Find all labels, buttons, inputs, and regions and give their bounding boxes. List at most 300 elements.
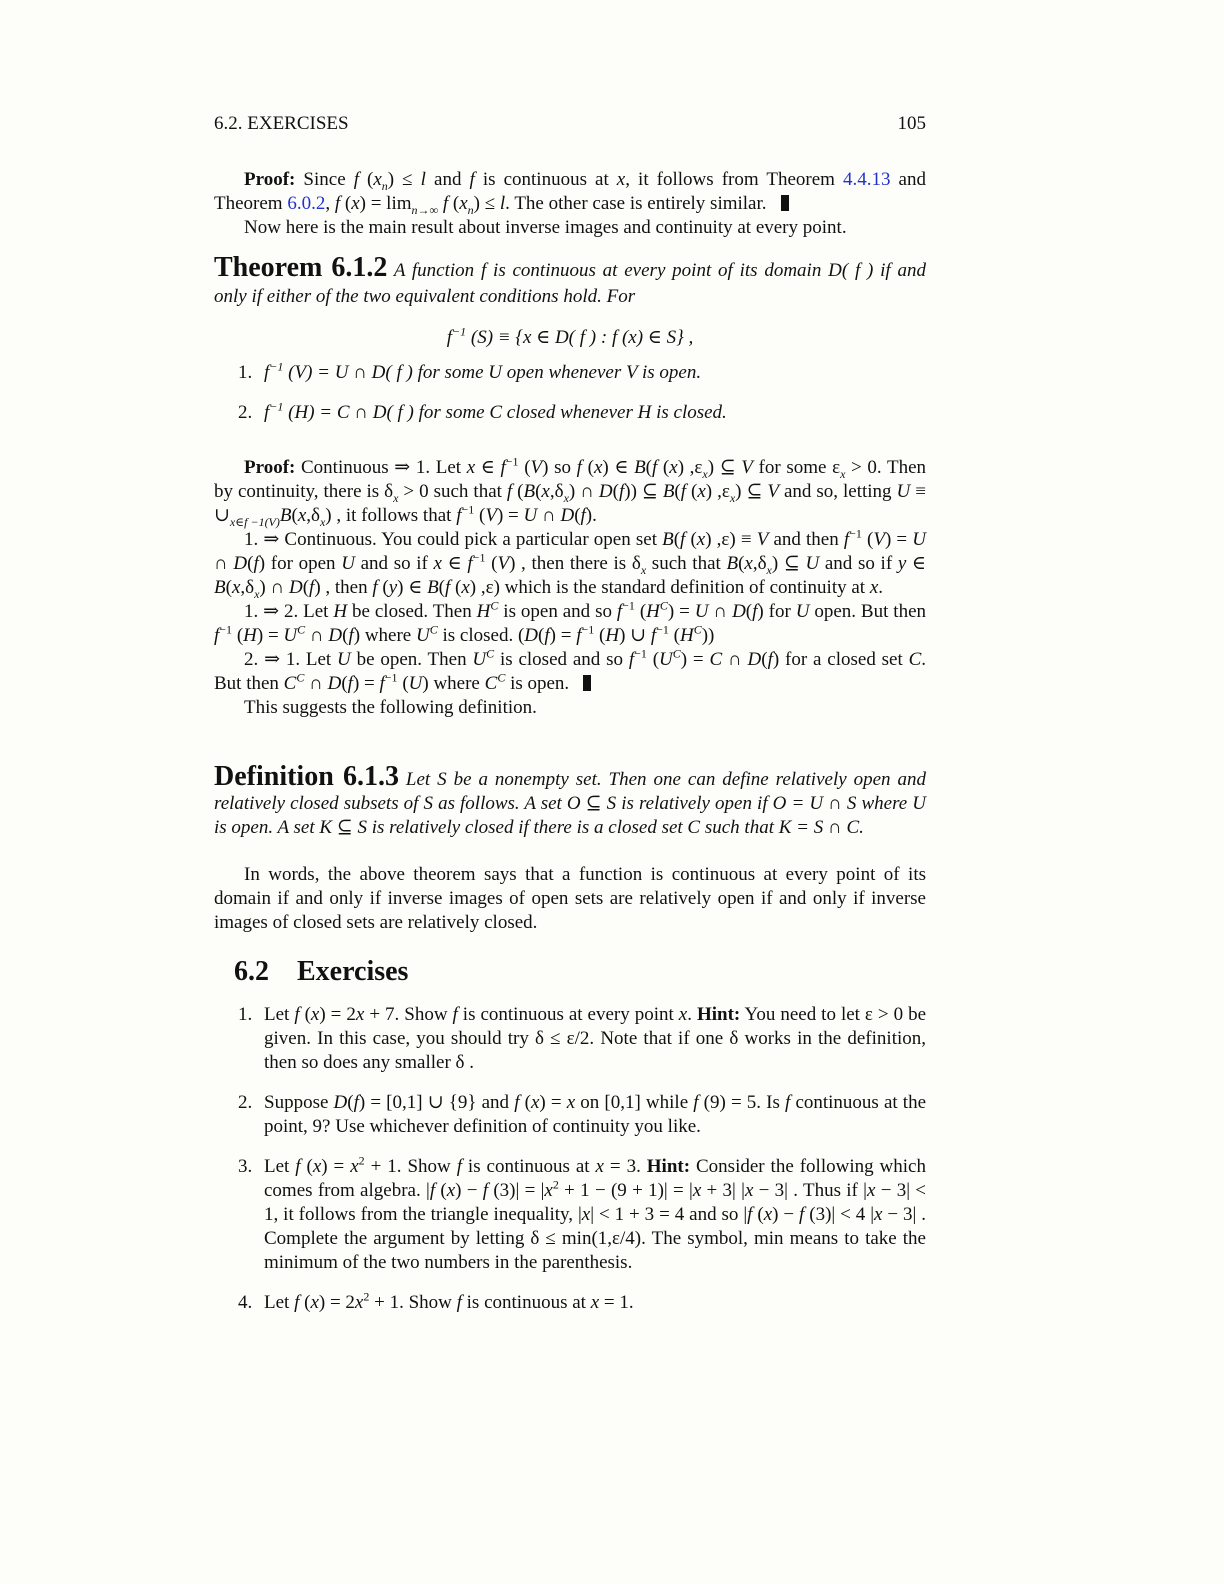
text-segment: Continuous ⇒ 1. Let — [295, 457, 467, 478]
text-segment: B — [427, 577, 439, 598]
text-segment: ( — [657, 457, 670, 478]
text-segment: V — [767, 481, 779, 502]
item-text — [264, 1004, 926, 1073]
text-segment: B — [662, 481, 675, 502]
text-segment: ( — [232, 625, 244, 646]
text-segment: ,δ — [306, 505, 320, 526]
running-head — [214, 113, 926, 135]
text-segment: V — [873, 529, 885, 550]
text-segment: ) − — [772, 1204, 800, 1225]
text-segment: f — [446, 327, 453, 348]
text-segment: x — [595, 1156, 604, 1177]
text-segment: B — [726, 553, 739, 574]
running-head-section: 6.2. EXERCISES — [214, 113, 349, 134]
text-segment: ∩ — [304, 673, 328, 694]
text-segment: + 1. Show — [369, 1292, 457, 1313]
suggest-line: This suggests the following definition. — [244, 697, 537, 718]
definition-6-1-3 — [214, 761, 926, 840]
item-text — [264, 1092, 926, 1137]
text-segment: f — [767, 649, 773, 670]
text-segment: x — [544, 1180, 553, 1201]
text-segment: Proof: — [244, 457, 296, 478]
text-segment: f — [580, 505, 586, 526]
text-segment: −1 — [581, 622, 595, 637]
text-segment: ) ⊆ — [735, 481, 768, 502]
text-segment: ∩ — [708, 601, 733, 622]
text-segment: U — [659, 649, 673, 670]
text-segment: ) where — [353, 625, 416, 646]
text-segment: x — [433, 553, 442, 574]
text-segment: (H) = C ∩ D( f ) for some C closed whenever H is closed. — [283, 402, 727, 423]
text-segment: ( — [673, 529, 681, 550]
text-segment: ) where — [422, 673, 485, 694]
text-segment: x — [310, 1292, 319, 1313]
text-segment: x — [297, 505, 307, 526]
text-segment: and so if — [354, 553, 434, 574]
text-segment: x — [869, 577, 879, 598]
item-text — [264, 1289, 634, 1313]
section-number: 6.2 — [234, 956, 269, 987]
text-segment: U — [472, 649, 487, 670]
qed-symbol — [583, 675, 591, 691]
text-segment: U — [795, 601, 810, 622]
cross-reference-link[interactable]: 6.0.2 — [287, 193, 326, 214]
text-segment: + 3| | — [701, 1180, 745, 1201]
item-number: 1. — [238, 362, 253, 383]
text-segment: D — [333, 1092, 348, 1113]
text-segment: ( — [300, 1156, 313, 1177]
cross-reference-link[interactable]: 4.4.13 — [843, 169, 891, 190]
text-segment: ) ,ε — [677, 457, 703, 478]
proof-theorem-block — [214, 456, 926, 720]
section-heading — [214, 956, 926, 988]
text-segment: V — [485, 505, 497, 526]
theorem-6-1-2 — [214, 252, 926, 441]
text-segment: U — [408, 673, 423, 694]
text-segment: ) − — [455, 1180, 483, 1201]
text-segment: f — [544, 625, 550, 646]
text-segment: n — [381, 178, 388, 193]
text-segment: −1 — [269, 399, 284, 414]
text-segment: ( — [646, 649, 660, 670]
text-segment: x∈f −1(V) — [229, 514, 280, 529]
text-segment: ) = [0,1] ∪ {9} and — [358, 1092, 515, 1113]
text-segment: x — [593, 457, 603, 478]
text-segment: (3)| = | — [488, 1180, 545, 1201]
text-segment: ( — [574, 505, 581, 526]
text-segment: C — [659, 598, 668, 613]
text-segment: f — [456, 1156, 462, 1177]
text-segment: ( — [674, 481, 681, 502]
text-segment: −1 — [472, 550, 486, 565]
text-segment: is open and so — [498, 601, 617, 622]
text-segment: )) ⊆ — [624, 481, 663, 502]
item-number: 2. — [238, 1092, 253, 1113]
text-segment: U — [523, 505, 538, 526]
text-segment: −1 — [384, 670, 398, 685]
item-number: 2. — [238, 402, 253, 423]
text-segment: x — [866, 1180, 876, 1201]
text-segment: is open. — [505, 673, 570, 694]
text-segment: U — [694, 601, 709, 622]
text-segment: n — [467, 202, 474, 217]
text-segment: ) = — [496, 505, 524, 526]
text-segment: x — [541, 481, 550, 502]
text-segment: ( — [299, 1004, 311, 1025]
text-segment: x — [766, 562, 772, 577]
text-segment: Let — [264, 1292, 295, 1313]
list-item — [214, 401, 926, 425]
text-segment: x — [231, 577, 241, 598]
text-segment: f — [347, 673, 353, 694]
text-segment: = 1. — [599, 1292, 634, 1313]
text-segment: and then — [768, 529, 844, 550]
text-segment: . — [687, 1004, 697, 1025]
list-item — [214, 1003, 926, 1075]
text-segment: f — [429, 1180, 436, 1201]
text-segment: f — [309, 577, 315, 598]
text-segment: B — [662, 529, 674, 550]
text-segment: ) ⊆ — [771, 553, 806, 574]
text-segment: ,δ — [752, 553, 767, 574]
theorem-label: Theorem 6.1.2 — [214, 252, 388, 283]
text-segment: and Theorem — [214, 169, 926, 214]
text-segment: is continuous at — [461, 1292, 591, 1313]
text-segment: f — [264, 362, 270, 383]
proof-para-1 — [214, 456, 926, 528]
text-segment: ( — [861, 529, 874, 550]
text-segment: f — [843, 529, 850, 550]
text-segment: D — [560, 505, 575, 526]
page-number: 105 — [897, 113, 926, 134]
text-segment: ( — [342, 625, 349, 646]
text-segment: U — [912, 529, 926, 550]
text-segment: ( — [341, 673, 348, 694]
text-segment: ) for a closed set — [772, 649, 909, 670]
proof-para-2 — [214, 528, 926, 600]
text-segment: ( — [535, 481, 542, 502]
text-segment: is continuous at every point — [457, 1004, 679, 1025]
text-segment: −1 — [505, 454, 519, 469]
text-segment: Let — [264, 1004, 295, 1025]
text-segment: ( — [302, 577, 310, 598]
text-segment: x — [763, 1204, 773, 1225]
text-segment: f — [506, 481, 513, 502]
text-segment: f — [785, 1092, 791, 1113]
text-segment: ( — [474, 505, 486, 526]
text-segment: x — [350, 1156, 359, 1177]
text-segment: ) so — [542, 457, 577, 478]
text-segment: + 1 − (9 + 1)| = | — [558, 1180, 693, 1201]
text-segment: ) = lim — [359, 193, 412, 214]
proof-para-4-text — [214, 646, 927, 694]
text-segment: ) = 2 — [318, 1292, 355, 1313]
text-segment: x — [254, 586, 260, 601]
text-segment: ) ≤ — [387, 169, 421, 190]
text-segment: . — [878, 577, 884, 598]
text-segment: and so if — [819, 553, 898, 574]
text-segment: U — [416, 625, 430, 646]
text-segment: f — [467, 553, 473, 574]
text-segment: ( — [519, 1092, 531, 1113]
text-segment: x — [729, 490, 736, 505]
text-segment: D — [233, 553, 248, 574]
text-segment: x — [590, 1292, 600, 1313]
text-segment: C — [709, 649, 723, 670]
text-segment: Hint: — [646, 1156, 691, 1177]
text-segment: f — [693, 1092, 699, 1113]
text-segment: H — [333, 601, 348, 622]
text-segment: f — [618, 481, 625, 502]
text-segment: ( — [645, 457, 652, 478]
text-segment: x — [702, 466, 708, 481]
text-segment: n→∞ — [411, 202, 439, 217]
text-segment: f — [680, 481, 687, 502]
text-segment: D — [288, 577, 303, 598]
text-segment: f — [514, 1092, 520, 1113]
text-segment: > 0 such that — [398, 481, 507, 502]
intro-line: Now here is the main result about inverse images and continuity at every point. — [244, 217, 847, 238]
text-segment: ). — [585, 505, 597, 526]
text-segment: B — [214, 577, 226, 598]
text-segment: and — [425, 169, 470, 190]
text-segment: be open. Then — [350, 649, 473, 670]
text-segment: ( — [358, 169, 374, 190]
text-segment: ) ∈ — [602, 457, 635, 478]
text-segment: x — [566, 1092, 576, 1113]
text-segment: = 3. — [603, 1156, 647, 1177]
text-segment: ( — [612, 481, 619, 502]
text-segment: ( — [299, 1292, 311, 1313]
list-item — [214, 1291, 926, 1315]
text-segment: such that — [646, 553, 727, 574]
text-segment: ) ∪ — [619, 625, 651, 646]
text-segment: is continuous at — [474, 169, 617, 190]
text-segment: f — [294, 1004, 300, 1025]
text-segment: on [0,1] while — [575, 1092, 694, 1113]
text-segment: C — [693, 622, 702, 637]
text-segment: f — [295, 1156, 301, 1177]
text-segment: > 0. Then by continuity, there is δ — [214, 457, 927, 502]
text-segment: f — [452, 1004, 458, 1025]
text-segment: x — [393, 490, 399, 505]
text-segment: is continuous at — [461, 1156, 596, 1177]
text-segment: f — [456, 1292, 462, 1313]
text-segment: ( — [668, 625, 680, 646]
text-segment: x — [581, 1204, 591, 1225]
text-segment: f — [628, 649, 635, 670]
text-segment: x — [874, 1204, 883, 1225]
text-segment: A function f is continuous at every point of its domain D( f ) if and only if either of the two equivalent conditions hold. For — [214, 260, 926, 307]
text-segment: (9) = 5. Is — [698, 1092, 786, 1113]
text-segment: 2. ⇒ 1. Let — [244, 649, 338, 670]
text-segment: C — [429, 622, 438, 637]
text-segment: l — [499, 193, 506, 214]
summary-paragraph: In words, the above theorem says that a function is continuous at every point of its domain if and only if inverse images of open sets are relatively open if and only if inverse images of closed sets are relatively closed. — [214, 864, 926, 933]
text-segment: x — [530, 1092, 540, 1113]
text-segment: Hint: — [696, 1004, 741, 1025]
text-segment: ( — [594, 625, 606, 646]
text-segment: ( — [685, 529, 697, 550]
text-segment: − 3| < 1, it follows from the triangle inequality, | — [264, 1180, 927, 1225]
item-number: 4. — [238, 1292, 253, 1313]
proof-para-4 — [214, 648, 926, 696]
text-segment: ∈ — [906, 553, 927, 574]
text-segment: f — [353, 1092, 359, 1113]
text-segment: ) , then — [314, 577, 373, 598]
text-segment: ) , then there is δ — [509, 553, 641, 574]
text-segment: f — [348, 625, 354, 646]
text-segment: ) ,ε) which is the standard definition of continuity at — [469, 577, 870, 598]
text-segment: . But then — [214, 649, 927, 694]
text-segment: C — [297, 622, 306, 637]
text-segment: V — [756, 529, 769, 550]
text-segment: x — [319, 514, 326, 529]
text-segment: B — [523, 481, 536, 502]
text-segment: − 3| . Thus if | — [753, 1180, 867, 1201]
text-segment: ) = — [256, 625, 284, 646]
text-segment: x — [354, 1292, 364, 1313]
text-segment: Let — [264, 1156, 296, 1177]
text-segment: y — [388, 577, 398, 598]
text-segment: f — [372, 577, 378, 598]
text-segment: , it follows from Theorem — [625, 169, 843, 190]
text-segment: f — [445, 577, 451, 598]
text-segment: f — [680, 529, 686, 550]
text-segment: D — [524, 625, 539, 646]
text-segment: f — [500, 457, 506, 478]
text-segment: ( — [512, 481, 524, 502]
text-segment: x — [461, 577, 470, 598]
text-segment: ) = — [352, 673, 380, 694]
text-segment: Consider the following which comes from algebra. | — [264, 1156, 926, 1201]
text-segment: + 1. Show — [364, 1156, 457, 1177]
text-segment: C — [296, 670, 305, 685]
text-segment: ) ≤ — [473, 193, 500, 214]
text-segment: x — [310, 1004, 320, 1025]
text-segment: ( — [752, 1204, 764, 1225]
text-segment: ( — [377, 577, 389, 598]
text-segment: H — [646, 601, 660, 622]
text-segment: y — [897, 553, 907, 574]
text-segment: H — [679, 625, 694, 646]
text-segment: V — [530, 457, 543, 478]
text-segment: ( — [438, 577, 445, 598]
text-segment: 1. ⇒ Continuous. You could pick a particular open set — [244, 529, 663, 550]
text-segment: ) = — [884, 529, 913, 550]
text-segment: x — [312, 1156, 322, 1177]
text-segment: C — [486, 646, 495, 661]
definition-label: Definition 6.1.3 — [214, 761, 399, 792]
text-segment: + 7. Show — [364, 1004, 453, 1025]
item-number: 3. — [238, 1156, 253, 1177]
text-segment: ) ⊆ — [707, 457, 742, 478]
text-segment: )) — [701, 625, 715, 646]
list-item — [214, 1155, 926, 1275]
text-segment: ) = — [539, 1092, 567, 1113]
text-segment: D — [328, 625, 343, 646]
text-segment: V — [741, 457, 753, 478]
item-text — [264, 359, 702, 383]
text-segment: ∩ — [722, 649, 748, 670]
text-segment: ) = — [680, 649, 710, 670]
text-segment: x — [744, 553, 753, 574]
text-segment: −1 — [849, 526, 862, 541]
text-segment: −1 — [622, 598, 635, 613]
text-segment: ,δ — [549, 481, 564, 502]
text-segment: ) ,ε) ≡ — [705, 529, 757, 550]
text-segment: −1 — [461, 502, 475, 517]
text-segment: x — [692, 1180, 702, 1201]
text-segment: x — [563, 490, 569, 505]
proof-limit — [214, 168, 926, 216]
text-segment: ) ∩ — [259, 577, 289, 598]
text-segment: l — [420, 169, 426, 190]
text-segment: C — [490, 598, 499, 613]
text-segment: −1 — [452, 324, 467, 339]
text-segment: D — [732, 601, 746, 622]
text-segment: f — [253, 553, 259, 574]
text-segment: 2 — [552, 1177, 559, 1192]
text-segment: U — [283, 625, 298, 646]
text-segment: x — [697, 481, 706, 502]
text-segment: f — [334, 193, 341, 214]
text-segment: x — [355, 1004, 365, 1025]
text-segment: ( — [448, 193, 460, 214]
text-segment: C — [908, 649, 922, 670]
text-segment: C — [672, 646, 681, 661]
text-segment: H — [605, 625, 620, 646]
text-segment: f — [747, 1204, 753, 1225]
text-segment: (3)| < 4 | — [804, 1204, 874, 1225]
text-segment: f — [652, 457, 658, 478]
text-segment: open. But then — [809, 601, 927, 622]
text-segment: 2 — [358, 1153, 365, 1168]
exercises-block — [214, 1003, 926, 1331]
text-segment: 1. ⇒ 2. Let — [244, 601, 334, 622]
text-segment: f — [379, 673, 385, 694]
text-segment: f — [442, 193, 449, 214]
text-segment: ) , it follows that — [325, 505, 457, 526]
text-segment: C — [484, 673, 498, 694]
text-segment: and so, letting — [778, 481, 897, 502]
text-segment: . The other case is entirely similar. — [505, 193, 767, 214]
text-segment: ( — [745, 601, 753, 622]
text-segment: ∩ — [214, 553, 234, 574]
item-text — [264, 399, 727, 423]
text-segment: f — [616, 601, 623, 622]
text-segment: f — [294, 1292, 300, 1313]
text-segment: , — [325, 193, 335, 214]
text-segment: x — [351, 193, 360, 214]
text-segment: x — [446, 1180, 456, 1201]
text-segment: ) ∈ — [397, 577, 428, 598]
text-segment: x — [616, 169, 626, 190]
text-segment: (S) ≡ {x ∈ D( f ) : f (x) ∈ S} , — [466, 327, 694, 348]
exercise-list — [214, 1003, 926, 1315]
text-segment: continuous at the point, 9? Use whichever definition of continuity you like. — [264, 1092, 927, 1137]
text-segment: f — [482, 1180, 489, 1201]
text-segment: ( — [347, 1092, 354, 1113]
text-segment: U — [805, 553, 820, 574]
text-segment: f — [264, 402, 270, 423]
text-segment: B — [279, 505, 292, 526]
text-segment: f — [799, 1204, 805, 1225]
text-segment: x — [466, 457, 476, 478]
text-segment: ∈ — [441, 553, 468, 574]
text-segment: U — [896, 481, 911, 502]
text-segment: ( — [686, 481, 698, 502]
